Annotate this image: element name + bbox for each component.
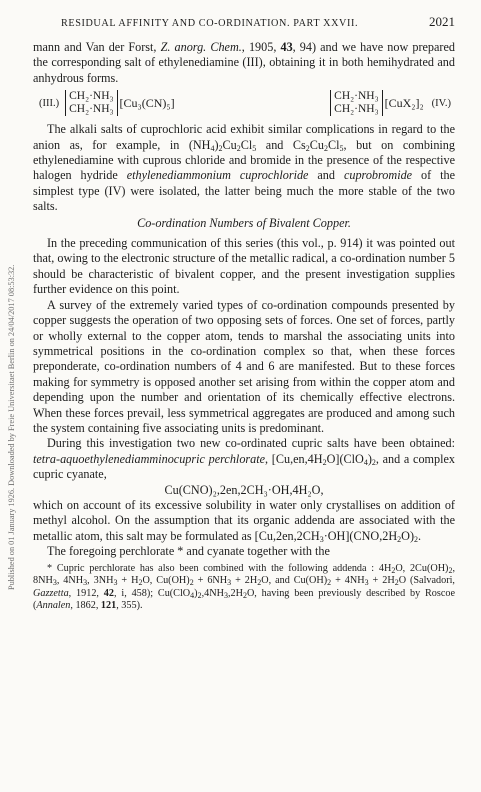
formula-label-iii: (III.) [39,97,60,109]
formula-iii [39,90,175,116]
running-header [61,14,455,30]
paragraph-alkali-salts: The alkali salts of cuprochloric acid exhibit similar complications in regard to the anion as, for example, in $(NH_4)_2Cu_2Cl_5$ and $Cs_2Cu_2Cl_5$, but on combining ethylenediamine with cuprous chloride and bromide in the presence of the respective halogen hydride ethylenediammonium cuprochloride and cuprobromide of the simplest type (IV) were isolated, the latter being much the more stable of the two salts. [33,122,456,214]
formula-row [39,90,455,116]
download-watermark: Published on 01 January 1926. Downloaded by Freie Universitaet Berlin on 24/04/2017 08:53:32. [7,264,16,590]
paragraph-cyanate: which on account of its excessive solubility in water only crystallises on addition of methyl alcohol. On the assumption that its organic addenda are associated with the metallic atom, this salt may be formulated as $[Cu,2en,2CH_3\cdot OH](CNO,2H_2O)_2$. [33,497,455,544]
paragraph-foregoing: The foregoing perchlorate * and cyanate together with the [47,544,330,559]
formula-bottom: CH₂·NH₃ [69,103,114,116]
section-heading: Co-ordination Numbers of Bivalent Copper. [137,215,351,230]
formula-label-iv: (IV.) [431,97,451,109]
formula-bracket [330,90,382,116]
formula-top: CH₂·NH₃ [334,90,379,103]
page-number: 2021 [429,14,455,29]
paragraph-investigation: During this investigation two new co-ordinated cupric salts have been obtained: tetra-aquoethylenediamminocupric perchlorate, $[Cu,en,4H_2O](ClO_4)_2$, and a complex cupric cyanate, [33,436,456,482]
running-title: RESIDUAL AFFINITY AND CO-ORDINATION. PART XXVII. [61,18,359,29]
formula-bracket [65,90,117,116]
paragraph-preceding: In the preceding communication of this series (this vol., p. 914) it was pointed out that, owing to the electronic structure of the metallic radical, a co-ordination number 5 should be characteristic of bivalent copper, and the present investigation supplies further evidence on this point. [33,236,455,297]
paragraph-survey: A survey of the extremely varied types of co-ordination compounds presented by copper suggests the operation of two opposing sets of forces. One set of forces, partly or wholly external to the copper atom, tends to marshal the associating units into symmetrical positions in the co-ordination complex so that, when these forces preponderate, co-ordination numbers of 4 and 6 are manifested. But to these forces making for symmetry is opposed another set arising from within the copper atom and depending upon the number and orientation of its chemically effective electrons. When these forces prevail, less symmetrical aggregates are produced and among such the system containing five associating units is predominant. [33,297,455,435]
formula-anion: [CuX₂]₂ [384,95,424,110]
formula-iv [330,90,455,116]
formula-anion: [Cu₃(CN)₅] [119,95,175,110]
paragraph-intro: mann and Van der Forst, Z. anorg. Chem., 1905, 43, 94) and we have now prepared the corresponding salt of ethylenediamine (III), obtaining it in both hemihydrated and anhydrous forms. [33,40,455,85]
formula-top: CH₂·NH₃ [69,90,114,103]
formula-bottom: CH₂·NH₃ [334,103,379,116]
complex-cyanate-formula: Cu(CNO)₂,2en,2CH₃·OH,4H₂O, [164,482,324,497]
journal-page [33,14,455,613]
footnote: * Cupric perchlorate has also been combined with the following addenda : $4H_2O$, $2Cu(OH)_2$, $8NH_3$, $4NH_3$, $3NH_3 + H_2O$, $Cu(OH)_2 + 6NH_3 + 2H_2O$, and $Cu(OH)_2 + 4NH_3 + 2H_2O$ (Salvadori, Gazzetta, 1912, 42, i, 458); $Cu(ClO_4)_2,4NH_3,2H_2O$, having been previously described by Roscoe (Annalen, 1862, 121, 355). [33,562,455,612]
